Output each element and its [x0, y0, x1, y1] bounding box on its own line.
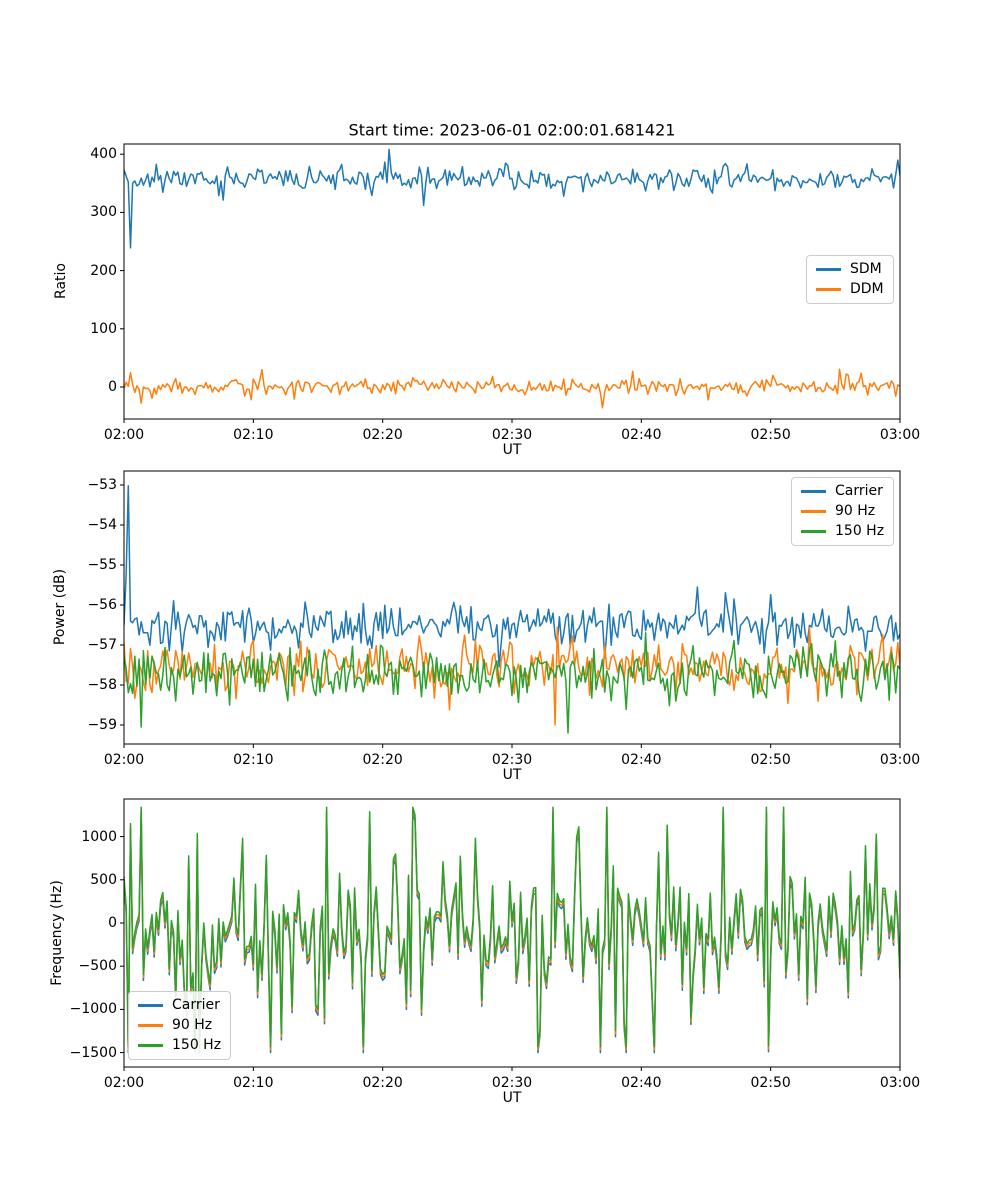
y-tick-label-plot3: 500	[90, 871, 117, 888]
legend-plot2	[791, 477, 894, 546]
legend-label-150hz: 150 Hz	[835, 523, 885, 539]
y-tick-label-plot3: 0	[108, 915, 117, 931]
legend-label-carrier-freq: Carrier	[172, 997, 220, 1013]
legend-item-90hz	[801, 503, 884, 520]
x-tick-label-plot1: 02:00	[103, 427, 145, 443]
y-tick-label-plot3: −500	[78, 958, 117, 975]
x-tick-label-plot1: 02:10	[233, 427, 274, 443]
legend-item-carrier-freq	[138, 997, 221, 1014]
legend-line-sample-150hz	[801, 530, 826, 533]
legend-label-90hz-freq: 90 Hz	[172, 1017, 213, 1033]
legend-line-sample-ddm	[816, 288, 841, 291]
legend-label-carrier: Carrier	[835, 483, 883, 499]
series-line-sdm-plot1	[124, 149, 900, 248]
legend-label-150hz-freq: 150 Hz	[172, 1037, 222, 1053]
legend-item-150hz-freq	[138, 1037, 221, 1054]
x-tick-label-plot2: 02:00	[103, 752, 145, 768]
legend-item-ddm	[816, 281, 884, 298]
x-axis-label-plot2: UT	[502, 767, 522, 783]
legend-line-sample-sdm	[816, 268, 841, 271]
x-tick-label-plot3: 02:10	[233, 1075, 274, 1091]
y-tick-label-plot2: −58	[87, 677, 117, 693]
legend-plot1	[806, 255, 894, 304]
x-tick-label-plot2: 02:10	[233, 752, 274, 768]
x-axis-label-plot3: UT	[502, 1090, 522, 1106]
y-axis-label-ratio: Ratio	[53, 263, 69, 299]
figure-title: Start time: 2023-06-01 02:00:01.681421	[348, 120, 676, 140]
x-tick-label-plot2: 02:40	[621, 752, 662, 768]
y-tick-label-plot2: −59	[87, 717, 117, 733]
y-tick-label-plot2: −57	[87, 637, 117, 653]
legend-line-sample-150hz-freq	[138, 1044, 163, 1047]
legend-line-sample-90hz	[801, 510, 826, 513]
y-tick-label-plot2: −56	[87, 597, 117, 613]
x-tick-label-plot1: 03:00	[879, 427, 921, 443]
x-tick-label-plot1: 02:20	[362, 427, 403, 443]
y-tick-label-plot2: −53	[87, 477, 117, 493]
x-tick-label-plot1: 02:50	[750, 427, 791, 443]
series-line-90-hz-plot2	[124, 627, 900, 725]
y-tick-label-plot1: 400	[90, 146, 117, 163]
y-tick-label-plot1: 200	[90, 262, 117, 279]
x-tick-label-plot2: 02:30	[491, 752, 533, 768]
legend-line-sample-carrier	[801, 490, 826, 493]
x-tick-label-plot3: 02:00	[103, 1075, 145, 1091]
x-tick-label-plot2: 03:00	[879, 752, 921, 768]
x-tick-label-plot1: 02:30	[491, 427, 533, 443]
x-tick-label-plot3: 02:20	[362, 1075, 403, 1091]
x-axis-label-plot1: UT	[502, 442, 522, 458]
y-tick-label-plot1: 0	[108, 379, 117, 395]
legend-item-150hz	[801, 523, 884, 540]
y-axis-label-power: Power (dB)	[52, 568, 68, 646]
plot2-frame	[124, 471, 900, 744]
x-tick-label-plot3: 03:00	[879, 1075, 921, 1091]
legend-item-carrier	[801, 483, 884, 500]
legend-item-sdm	[816, 261, 884, 278]
legend-line-sample-90hz-freq	[138, 1024, 163, 1027]
x-tick-label-plot2: 02:50	[750, 752, 791, 768]
legend-label-90hz: 90 Hz	[835, 503, 876, 519]
legend-label-ddm: DDM	[850, 281, 884, 297]
legend-plot3	[128, 991, 231, 1060]
y-tick-label-plot2: −54	[87, 517, 117, 533]
series-line-ddm-plot1	[124, 369, 900, 408]
y-tick-label-plot2: −55	[87, 557, 117, 573]
x-tick-label-plot2: 02:20	[362, 752, 403, 768]
y-tick-label-plot1: 300	[90, 204, 117, 221]
series-line-carrier-plot2	[124, 486, 900, 667]
y-axis-label-frequency: Frequency (Hz)	[49, 880, 65, 986]
x-tick-label-plot3: 02:50	[750, 1075, 791, 1091]
x-tick-label-plot3: 02:40	[621, 1075, 662, 1091]
y-tick-label-plot3: 1000	[81, 828, 117, 845]
y-tick-label-plot3: −1500	[69, 1044, 117, 1061]
legend-label-sdm: SDM	[850, 261, 882, 277]
x-tick-label-plot3: 02:30	[491, 1075, 533, 1091]
legend-item-90hz-freq	[138, 1017, 221, 1034]
x-tick-label-plot1: 02:40	[621, 427, 662, 443]
legend-line-sample-carrier-freq	[138, 1004, 163, 1007]
y-tick-label-plot1: 100	[90, 320, 117, 337]
y-tick-label-plot3: −1000	[69, 1001, 117, 1018]
